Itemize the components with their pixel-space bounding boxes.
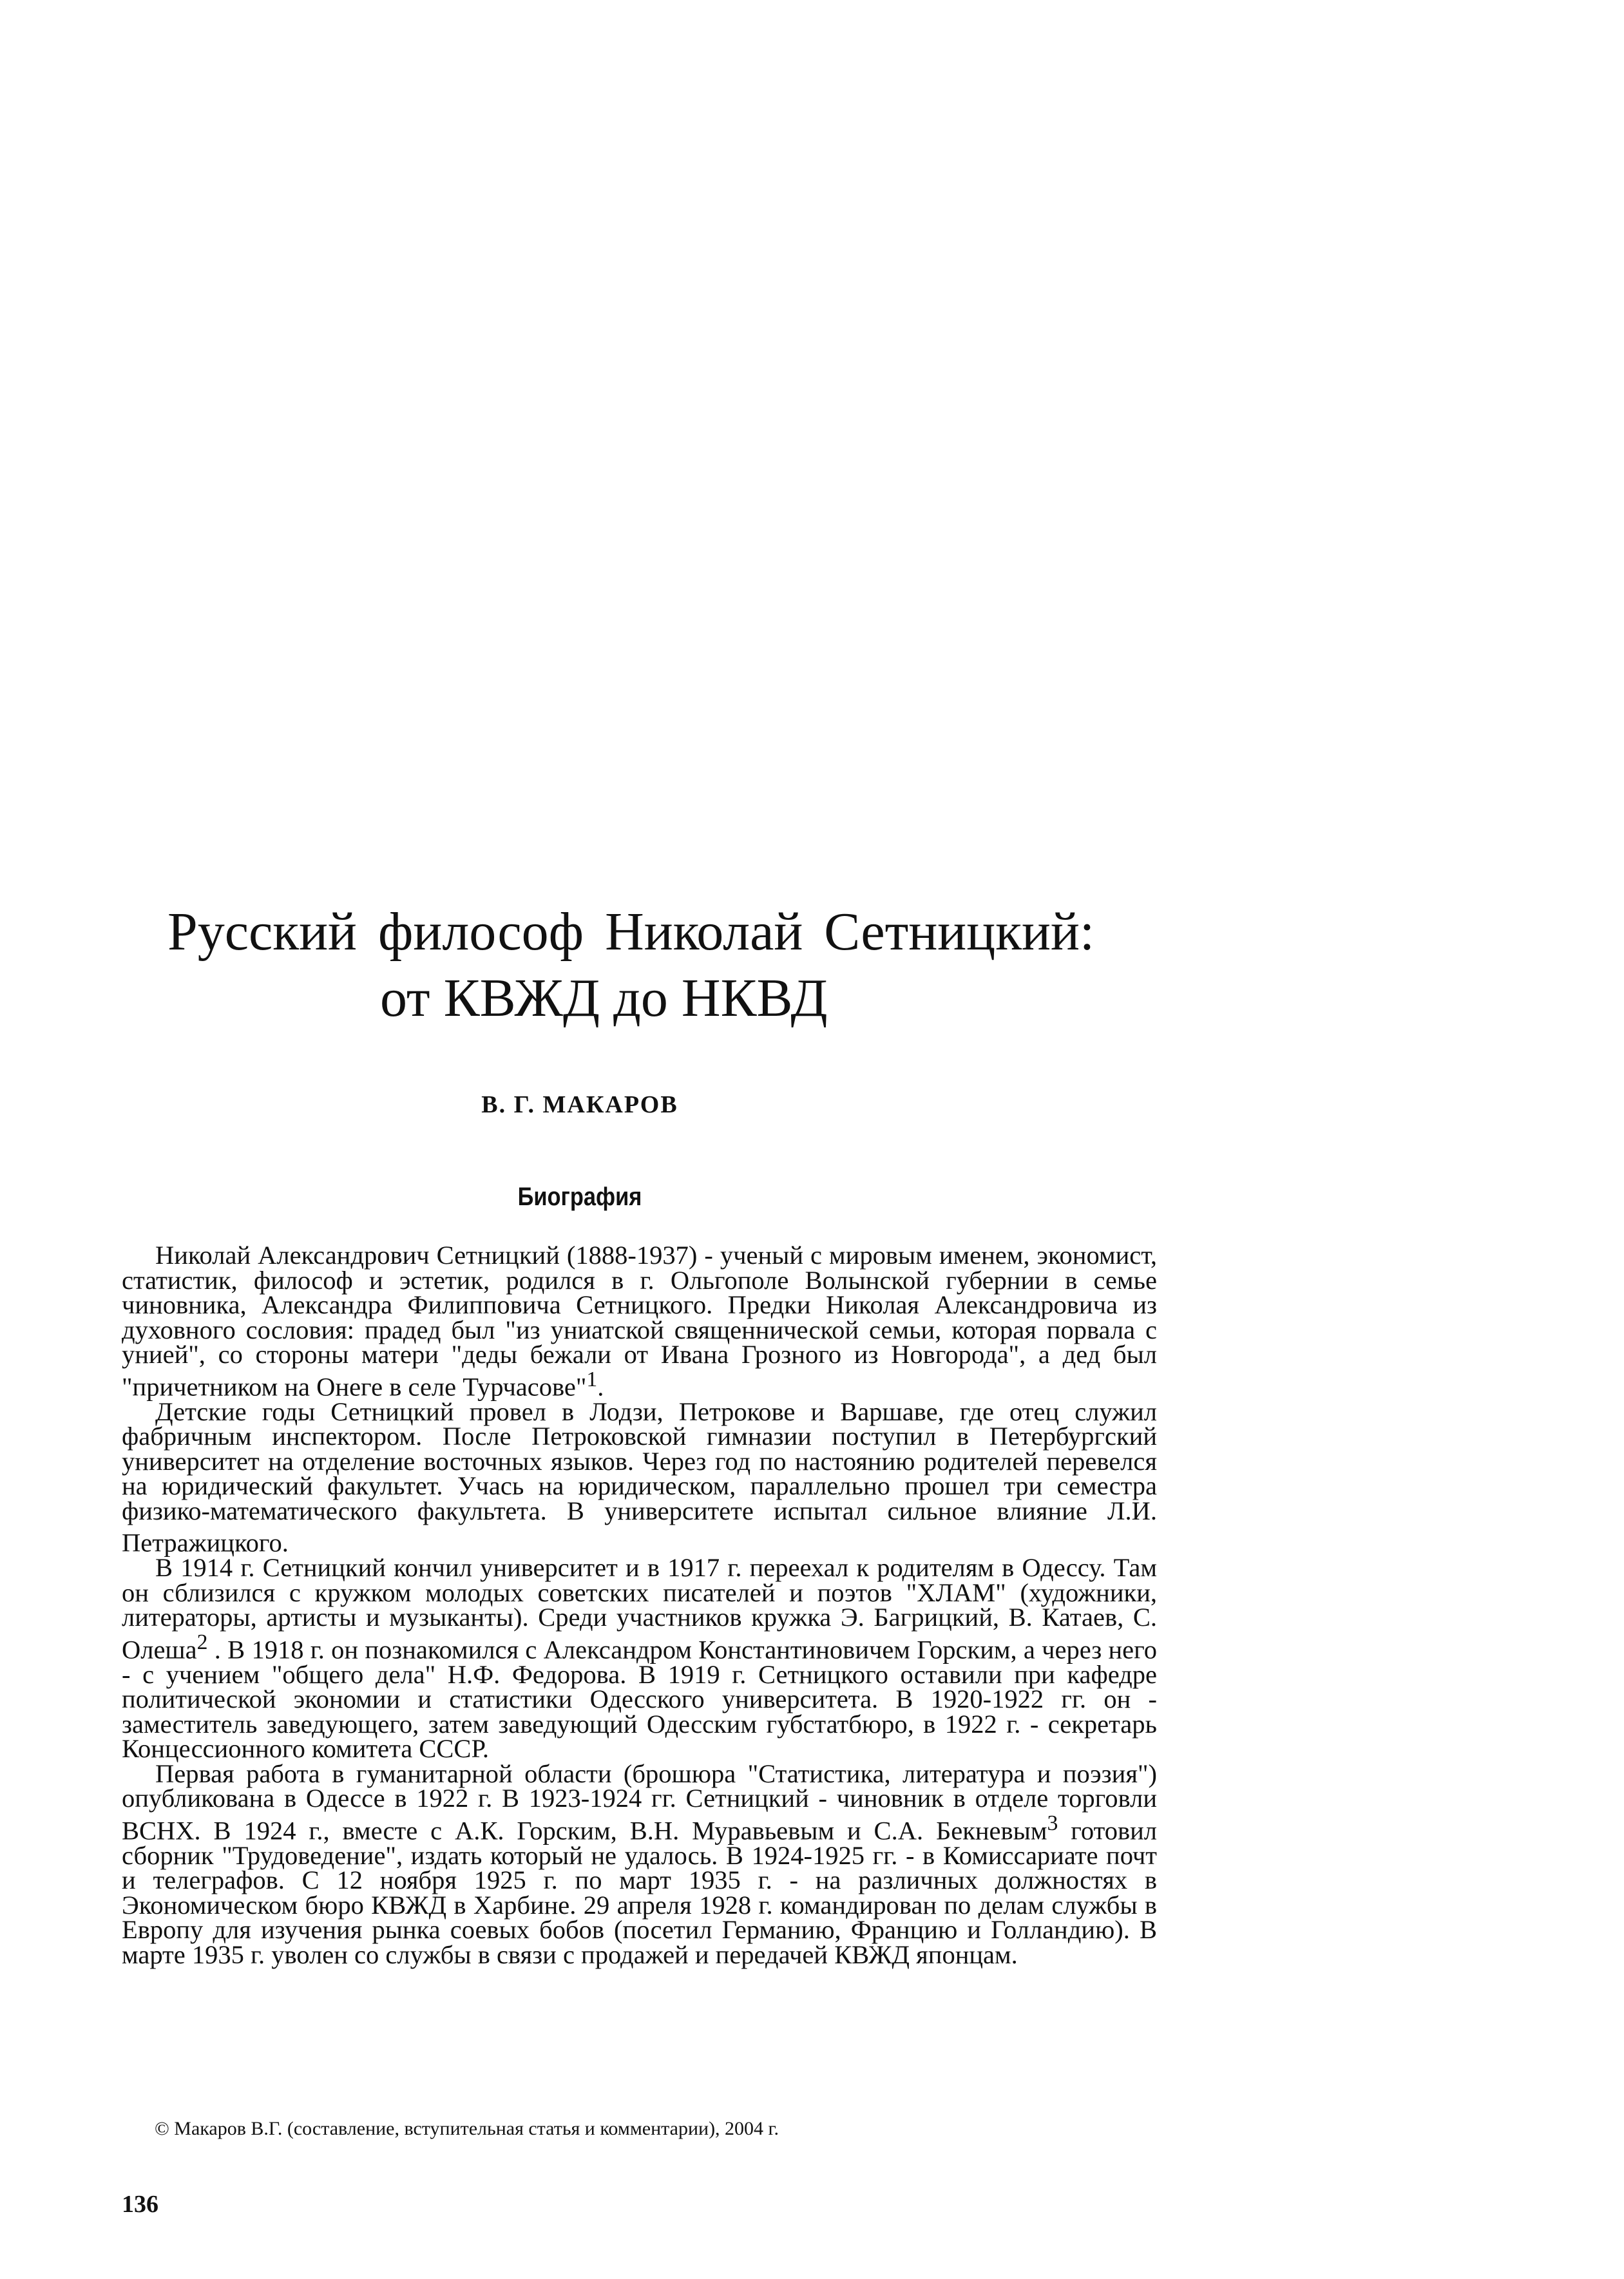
paragraph [122,1243,1157,1400]
paragraph [122,1397,1157,1558]
author-name: В. Г. МАКАРОВ [481,1091,678,1118]
paragraph-text: Детские годы Сетницкий провел в Лодзи, Петрокове и Варшаве, где отец служил фабричным инспектором. После Петроковской гимназии поступил в Петербургский университет на отделение восточных языков. Через год по настоянию родителей перевелся на юридический факультет. Учась на юридическом, параллельно прошел три семестра физико-математического факультета. В университете испытал сильное влияние Л.И. Петражицкого. [122,1397,1157,1558]
paragraph-text: Первая работа в гуманитарной области (брошюра "Статистика, литература и поэзия") опубликована в Одессе в 1922 г. В 1923-1924 гг. Сетницкий - чиновник в отделе торговли ВСНХ. В 1924 г., вместе с А.К. Горским, В.Н. Муравьевым и С.А. Бекневым [122,1759,1157,1845]
article-title-line-2: от КВЖД до НКВД [380,968,828,1028]
footnote-marker: 3 [1047,1811,1058,1835]
paragraph-text-continued: . [597,1372,604,1401]
paragraph-text-continued: . В 1918 г. он познакомился с Александром Константиновичем Горским, а через него - с учением "общего дела" Н.Ф. Федорова. В 1919 г. Сетницкого оставили при кафедре политической экономии и статистики Одесского университета. В 1920-1922 гг. он - заместитель заведующего, затем заведующий Одесским губстатбюро, в 1922 г. - секретарь Концессионного комитета СССР. [122,1635,1157,1763]
paragraph-text: В 1914 г. Сетницкий кончил университет и в 1917 г. переехал к родителям в Одессу. Там он сблизился с кружком молодых советских писателей и поэтов "ХЛАМ" (художники, литераторы, артисты и музыканты). Среди участников кружка Э. Багрицкий, В. Катаев, С. Олеша [122,1553,1157,1664]
page-number: 136 [122,2191,158,2218]
footnote-marker: 1 [586,1367,598,1391]
section-heading: Биография [517,1183,642,1211]
paragraph [122,1759,1157,1969]
paragraph [122,1553,1157,1763]
copyright-footnote: © Макаров В.Г. (составление, вступительная статья и комментарии), 2004 г. [155,2118,779,2139]
article-title-line-1: Русский философ Николай Сетницкий: [167,902,1095,962]
paragraph-text: Николай Александрович Сетницкий (1888-1937) - ученый с мировым именем, экономист, статистик, философ и эстетик, родился в г. Ольгополе Волынской губернии в семье чиновника, Александра Филипповича Сетницкого. Предки Николая Александровича из духовного сословия: прадед был "из униатской священнической семьи, которая порвала с унией", со стороны матери "деды бежали от Ивана Грозного из Новгорода", а дед был "причетником на Онеге в селе Турчасове" [122,1241,1157,1401]
article-title [116,899,1147,1031]
paragraph-text-continued: готовил сборник "Трудоведение", издать который не удалось. В 1924-1925 гг. - в Комиссариате почт и телеграфов. С 12 ноября 1925 г. по март 1935 г. - на различных должностях в Экономическом бюро КВЖД в Харбине. 29 апреля 1928 г. командирован по делам службы в Европу для изучения рынка соевых бобов (посетил Германию, Францию и Голландию). В марте 1935 г. уволен со службы в связи с продажей и передачей КВЖД японцам. [122,1816,1157,1969]
article-body [122,1243,1157,1967]
footnote-marker: 2 [196,1630,208,1654]
